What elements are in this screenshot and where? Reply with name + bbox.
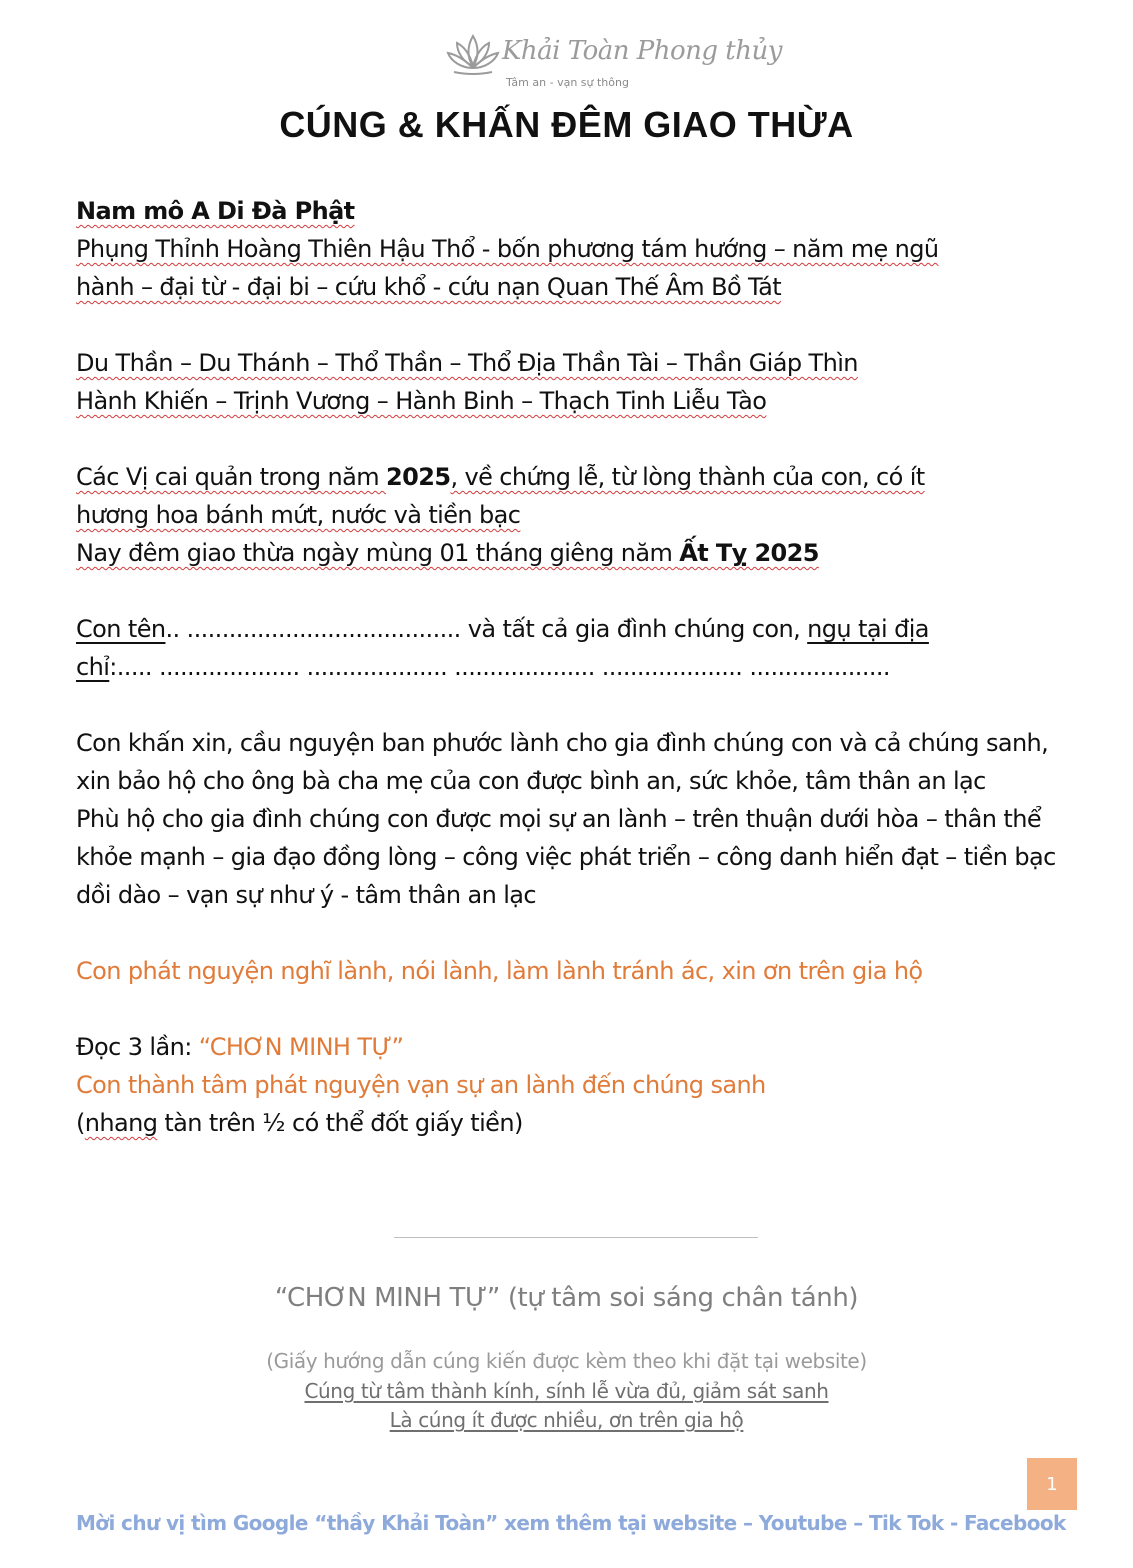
offering-year: 2025 — [386, 463, 451, 491]
guide-note: (Giấy hướng dẫn cúng kiến được kèm theo khi đặt tại website) — [266, 1349, 867, 1373]
mantra-quote: “CHƠN MINH TỰ” — [198, 1033, 404, 1061]
date-line: Nay đêm giao thừa ngày mùng 01 tháng giêng năm Ất Tỵ 2025 — [76, 539, 819, 567]
invocation-line-2: hành – đại từ - đại bi – cứu khổ - cứu nạn Quan Thế Âm Bồ Tát — [76, 273, 782, 301]
closing-vow: Con thành tâm phát nguyện vạn sự an lành đến chúng sanh — [76, 1071, 766, 1099]
mantra-subtitle: “CHƠN MINH TỰ” (tự tâm soi sáng chân tánh) — [274, 1283, 859, 1313]
wish-paragraph-1: Con khấn xin, cầu nguyện ban phước lành cho gia đình chúng con và cả chúng sanh, xin bảo hộ cho ông bà cha mẹ của con được bình an, sức khỏe, tâm thân an lạc — [76, 729, 1049, 795]
address-blank-line: chỉ:..... .................... .................... .................... .................... .................... — [76, 653, 890, 681]
deities-line-2: Hành Khiến – Trịnh Vương – Hành Binh – Thạch Tinh Liễu Tào — [76, 387, 767, 415]
address-label: ngụ tại địa — [807, 615, 929, 643]
note-line-1-wrap — [0, 1379, 1133, 1403]
offering-line-1: Các Vị cai quản trong năm 2025, về chứng lễ, từ lòng thành của con, có ít — [76, 463, 925, 491]
address-blank: :..... .................... .................... .................... .................... .................... — [109, 653, 890, 681]
incense-note: (nhang tàn trên ½ có thể đốt giấy tiền) — [76, 1109, 523, 1137]
brand-slogan: Tâm an - vạn sự thông — [506, 76, 629, 89]
offering-line-2: hương hoa bánh mứt, nước và tiền bạc — [76, 501, 521, 529]
brand-logo — [446, 30, 782, 92]
name-blank: .. ....................................... và tất cả gia đình chúng con, — [165, 615, 808, 643]
lunar-year: Ất Tỵ 2025 — [679, 539, 819, 567]
note-line-1: Cúng từ tâm thành kính, sính lễ vừa đủ, giảm sát sanh — [304, 1379, 829, 1403]
note-line-2-wrap — [0, 1408, 1133, 1432]
vow-line: Con phát nguyện nghĩ lành, nói lành, làm lành tránh ác, xin ơn trên gia hộ — [76, 957, 923, 985]
invocation-line-1: Phụng Thỉnh Hoàng Thiên Hậu Thổ - bốn phương tám hướng – năm mẹ ngũ — [76, 235, 939, 263]
page-title: CÚNG & KHẤN ĐÊM GIAO THỪA — [279, 104, 854, 145]
lotus-icon — [446, 30, 500, 76]
note-line-2: Là cúng ít được nhiều, ơn trên gia hộ — [389, 1408, 744, 1432]
read-instruction: Đọc 3 lần: “CHƠN MINH TỰ” — [76, 1033, 404, 1061]
name-address-line — [76, 610, 1076, 648]
brand-name: Khải Toàn Phong thủy — [502, 36, 782, 66]
deities-line-1: Du Thần – Du Thánh – Thổ Thần – Thổ Địa Thần Tài – Thần Giáp Thìn — [76, 349, 858, 377]
prayer-text — [76, 192, 1076, 1142]
name-label: Con tên — [76, 615, 166, 643]
footer-text: Mời chư vị tìm Google “thầy Khải Toàn” xem thêm tại website – Youtube – Tik Tok - Facebook — [76, 1511, 1066, 1535]
opening-line: Nam mô A Di Đà Phật — [76, 197, 355, 225]
page-number-badge: 1 — [1027, 1458, 1077, 1510]
section-divider — [394, 1237, 758, 1238]
wish-paragraph-2: Phù hộ cho gia đình chúng con được mọi sự an lành – trên thuận dưới hòa – thân thể khỏe mạnh – gia đạo đồng lòng – công việc phát triển – công danh hiển đạt – tiền bạc dồi dào – vạn sự như ý - tâm thân an lạc — [76, 805, 1056, 909]
